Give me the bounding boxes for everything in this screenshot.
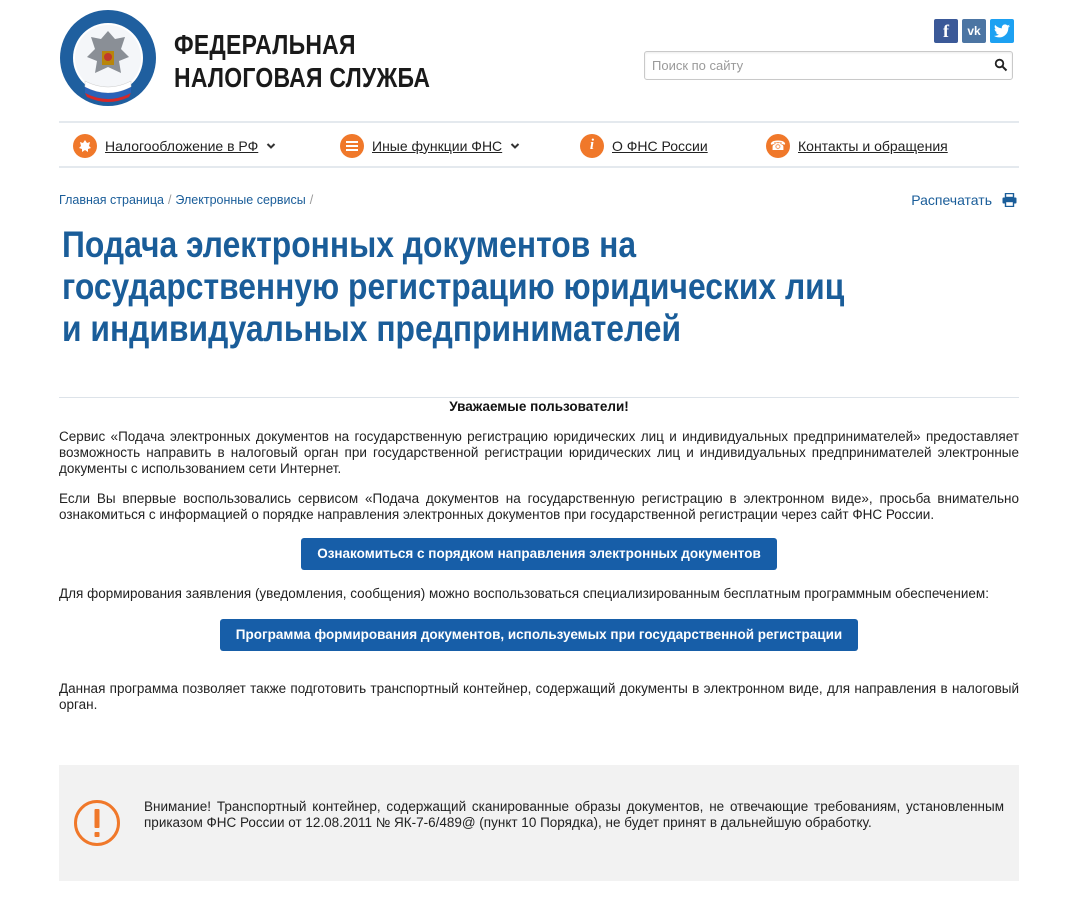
menu-icon xyxy=(340,134,364,158)
nav-item-label: Контакты и обращения xyxy=(798,137,948,154)
chevron-down-icon xyxy=(266,141,276,151)
site-header xyxy=(59,6,1019,116)
site-name[interactable] xyxy=(174,28,436,94)
program-download-button[interactable]: Программа формирования документов, используемых при государственной регистрации xyxy=(220,619,858,651)
nav-item-label: Иные функции ФНС xyxy=(372,137,503,154)
nav-item-other-functions[interactable] xyxy=(340,133,520,158)
search-box xyxy=(644,51,1013,80)
program-description-paragraph: Данная программа позволяет также подготовить транспортный контейнер, содержащий документы в электронном виде, для направления в налоговый орган. xyxy=(59,681,1019,712)
breadcrumb-separator: / xyxy=(309,193,314,207)
site-name-line1: ФЕДЕРАЛЬНАЯ xyxy=(174,29,356,60)
button-row xyxy=(59,619,1019,651)
software-paragraph: Для формирования заявления (уведомления, сообщения) можно воспользоваться специализированным бесплатным программным обеспечением: xyxy=(59,586,989,601)
twitter-icon[interactable] xyxy=(990,19,1014,43)
breadcrumb-home[interactable]: Главная страница xyxy=(59,193,164,207)
breadcrumb-separator: / xyxy=(167,193,172,207)
notice-text: Внимание! Транспортный контейнер, содержащий сканированные образы документов, не отвечающие требованиям, установленным приказом ФНС России от 12.08.2011 № ЯК-7-6/489@ (пункт 10 Порядка), не будет принят в дальнейшую обработку. xyxy=(144,799,1004,830)
site-name-line2: НАЛОГОВАЯ СЛУЖБА xyxy=(174,62,431,93)
nav-item-label: О ФНС России xyxy=(612,137,708,154)
warning-icon xyxy=(73,799,121,847)
greeting-heading: Уважаемые пользователи! xyxy=(449,399,629,414)
nav-item-about[interactable] xyxy=(580,133,708,158)
phone-icon: ☎ xyxy=(766,134,790,158)
printer-icon xyxy=(1002,193,1017,207)
vk-icon[interactable]: vk xyxy=(962,19,986,43)
page-title: Подача электронных документов на государственную регистрацию юридических лиц и индивидуальных предпринимателей xyxy=(62,224,845,349)
nav-item-contacts[interactable] xyxy=(766,133,948,158)
nav-item-label: Налогообложение в РФ xyxy=(105,137,259,154)
print-link[interactable] xyxy=(911,192,1017,208)
emblem-icon xyxy=(73,134,97,158)
main-content xyxy=(59,399,1019,727)
fns-logo[interactable] xyxy=(59,9,157,107)
procedure-button[interactable]: Ознакомиться с порядком направления электронных документов xyxy=(301,538,777,570)
nav-item-taxation[interactable] xyxy=(73,133,276,158)
facebook-icon[interactable]: f xyxy=(934,19,958,43)
social-links xyxy=(934,19,1014,43)
intro-paragraph: Сервис «Подача электронных документов на государственную регистрацию юридических лиц и индивидуальных предпринимателей» предоставляет возможность направить в налоговый орган при государственной регистрации юридических лиц и индивидуальных предпринимателей электронные документы с использованием сети Интернет. xyxy=(59,429,1019,476)
search-icon[interactable] xyxy=(994,58,1008,72)
breadcrumb xyxy=(59,193,317,207)
print-label: Распечатать xyxy=(911,192,992,208)
first-use-paragraph: Если Вы впервые воспользовались сервисом «Подача документов на государственную регистрацию в электронном виде», просьба внимательно ознакомиться с информацией о порядке направления электронных документов при государственной регистрации через сайт ФНС России. xyxy=(59,491,1019,522)
breadcrumb-services[interactable]: Электронные сервисы xyxy=(175,193,306,207)
info-icon: i xyxy=(580,134,604,158)
search-input[interactable] xyxy=(645,52,975,79)
divider xyxy=(59,397,1019,398)
button-row xyxy=(59,538,1019,570)
main-nav xyxy=(59,121,1019,168)
notice-box xyxy=(59,765,1019,881)
chevron-down-icon xyxy=(510,141,520,151)
